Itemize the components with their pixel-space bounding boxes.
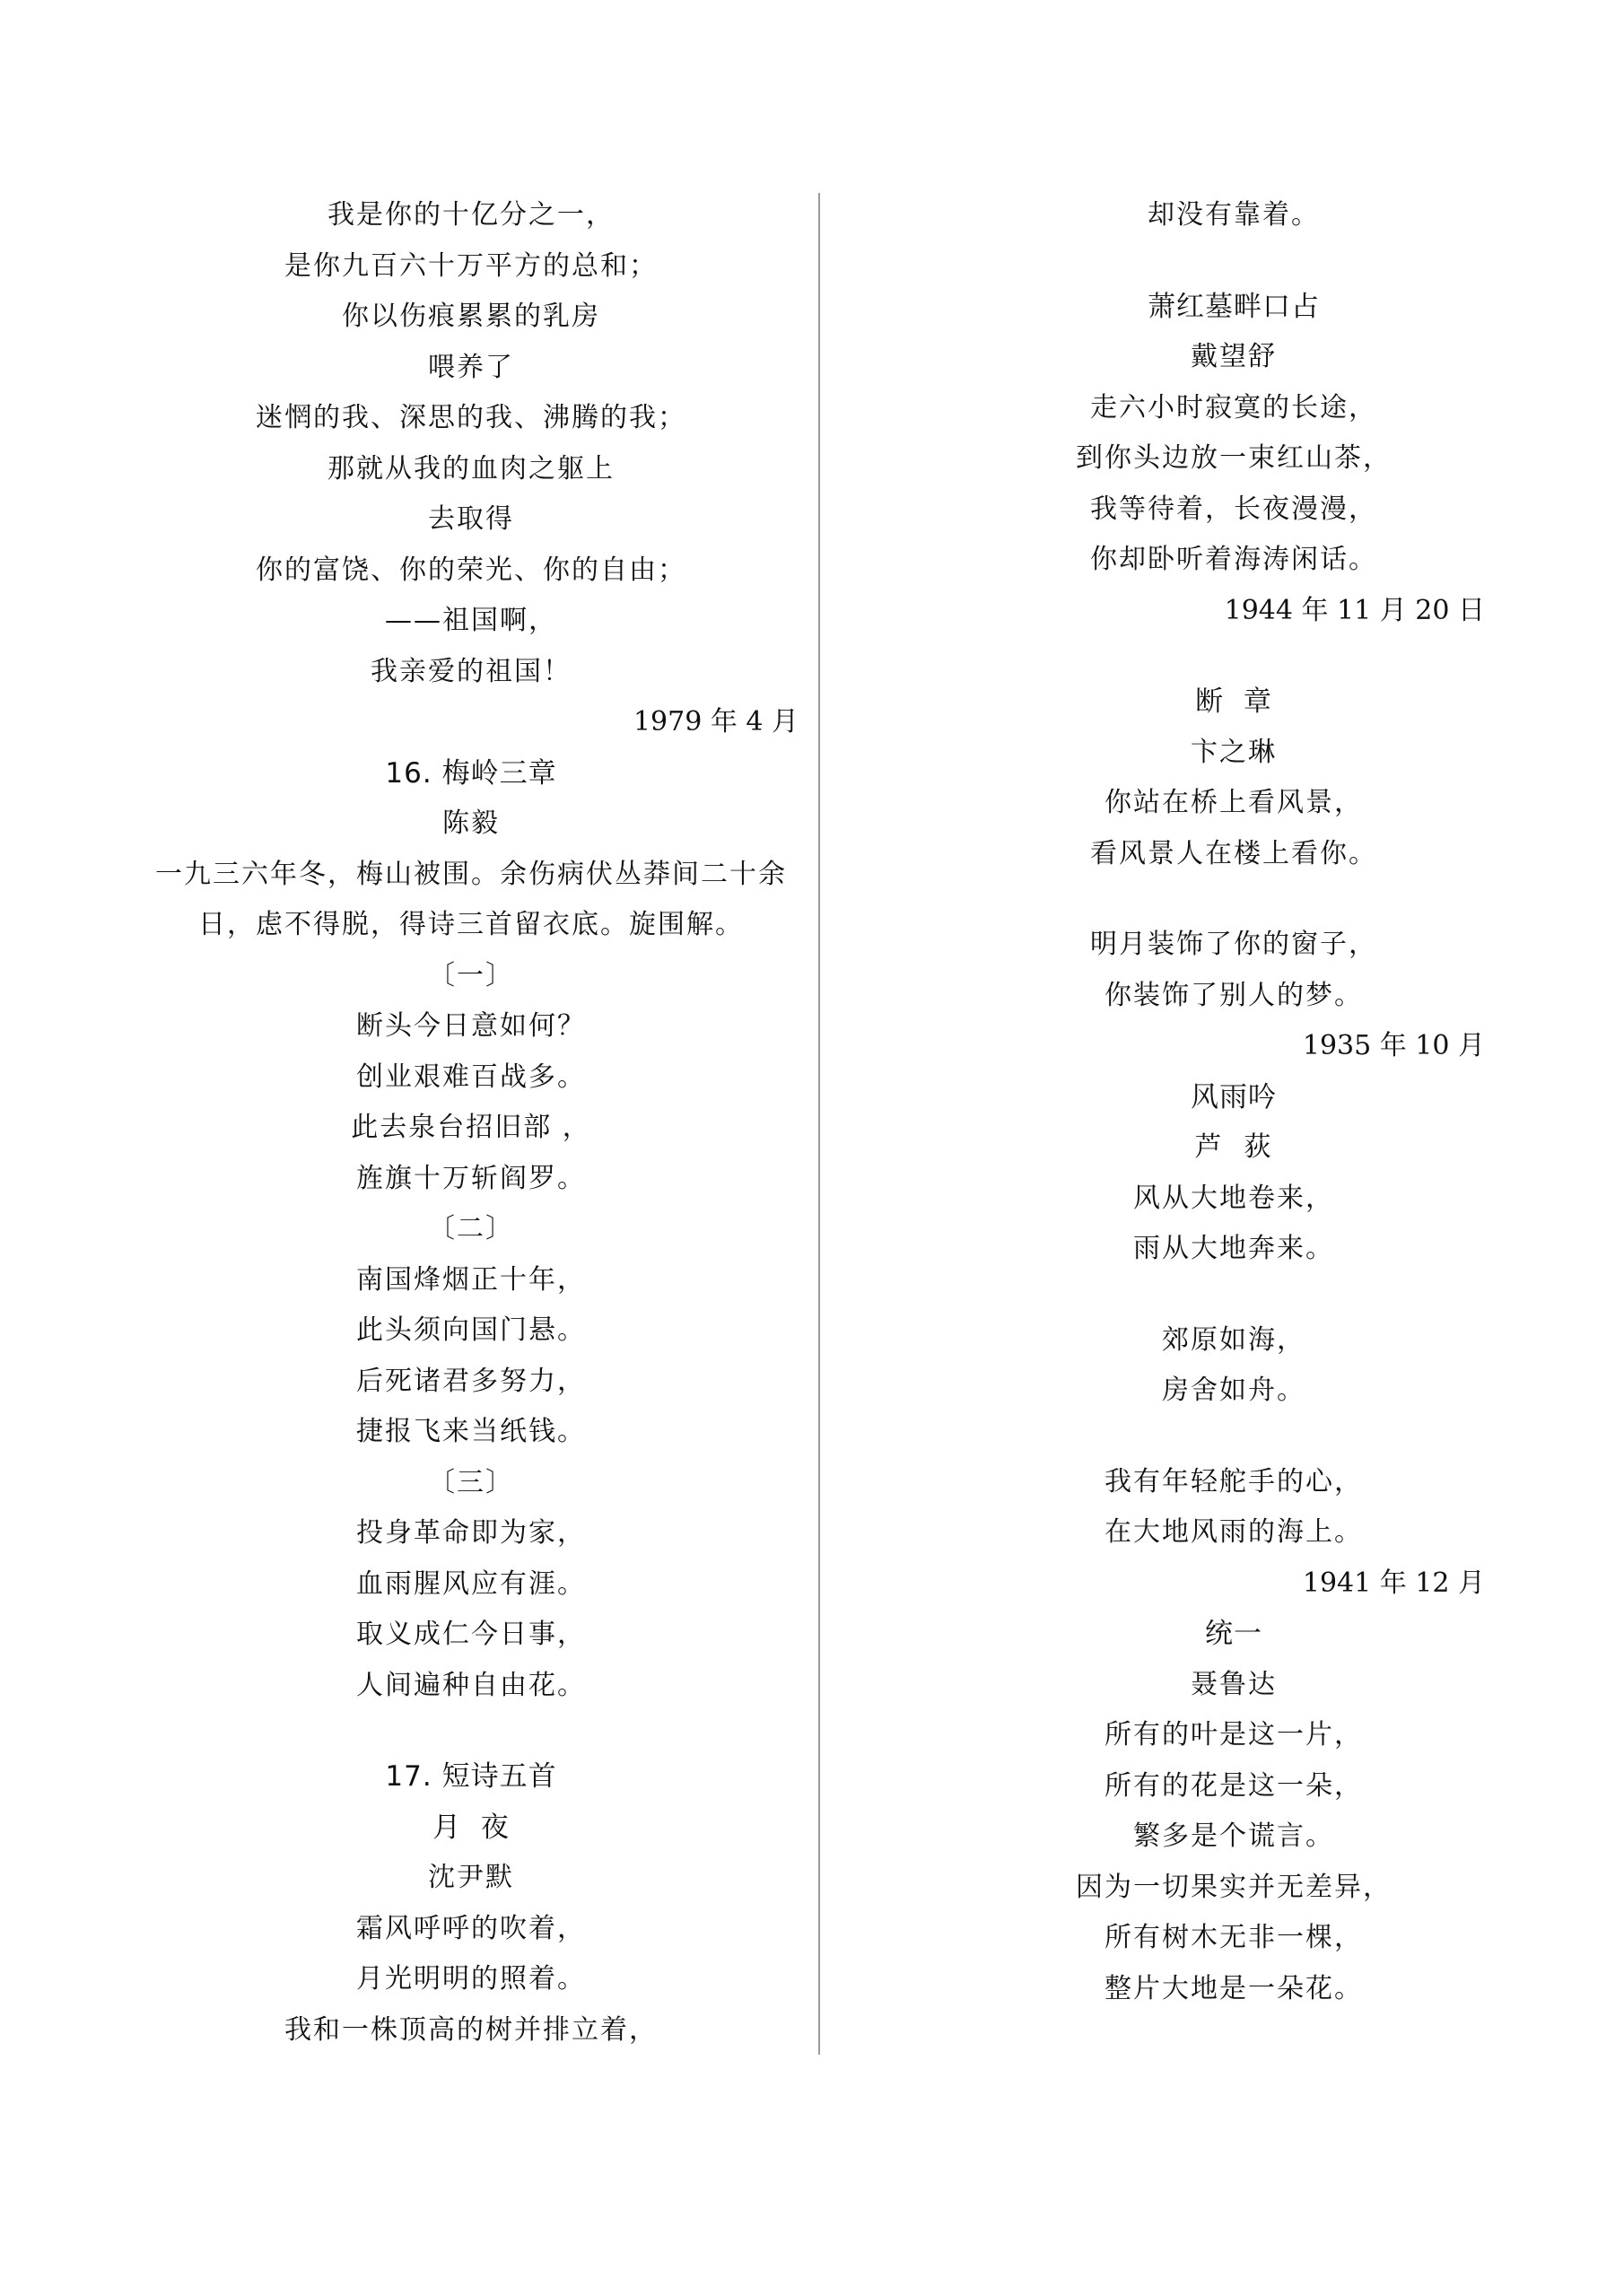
poem-line: 我等待着，长夜漫漫， (1090, 493, 1377, 525)
poem-author: 沈尹默 (428, 1862, 514, 1893)
poem-line: 在大地风雨的海上。 (1104, 1516, 1363, 1548)
poem-line: 创业艰难百战多。 (356, 1061, 586, 1093)
poem-line: 你的富饶、你的荣光、你的自由； (256, 554, 686, 586)
poem-line: 我亲爱的祖国！ (371, 655, 572, 687)
poem-line: 你站在桥上看风景， (1104, 787, 1363, 818)
poem-line: 此去泉台招旧部 ， (351, 1112, 591, 1143)
stanza-gap (982, 1275, 1485, 1315)
poem-line: 看风景人在楼上看你。 (1090, 837, 1377, 869)
poem-title: 风雨吟 (1191, 1080, 1277, 1113)
stanza-gap (982, 1417, 1485, 1457)
poem-author: 陈毅 (442, 808, 500, 839)
poem-date: 1935 年 10 月 (1302, 1030, 1485, 1061)
right-column (982, 190, 1485, 2014)
section-marker: 〔二〕 (428, 1213, 514, 1244)
poem-author: 卞之琳 (1191, 736, 1277, 768)
poem-line: 南国烽烟正十年， (356, 1263, 586, 1296)
poem-line: 房舍如舟。 (1162, 1375, 1305, 1406)
poem-line: 繁多是个谎言。 (1133, 1820, 1334, 1852)
poem-title: 断 章 (1195, 685, 1272, 718)
poem-author: 聂鲁达 (1191, 1668, 1277, 1700)
poem-line: 取义成仁今日事， (356, 1619, 586, 1650)
poem-line: 人间遍种自由花。 (356, 1669, 586, 1701)
section-marker: 〔一〕 (428, 959, 514, 991)
poem-line: 我是你的十亿分之一， (327, 199, 615, 231)
poem-line: 断头今日意如何？ (356, 1010, 586, 1042)
poem-author: 芦 荻 (1194, 1131, 1273, 1163)
poem-line: 所有的花是这一朵， (1104, 1769, 1363, 1802)
poem-line: 是你九百六十万平方的总和； (284, 249, 658, 282)
poem-line: 到你头边放一束红山茶， (1076, 442, 1392, 474)
stanza-gap (982, 636, 1485, 677)
poem-line: 你却卧听着海涛闲话。 (1090, 544, 1377, 575)
poem-line: 迷惘的我、深思的我、沸腾的我； (256, 402, 686, 433)
poem-line: 你装饰了别人的梦。 (1104, 979, 1363, 1011)
poem-line: 风从大地卷来， (1133, 1182, 1334, 1214)
poem-line: 喂养了 (428, 351, 514, 383)
poem-line: 那就从我的血肉之躯上 (327, 452, 615, 485)
poem-preface: 一九三六年冬，梅山被围。余伤病伏丛莽间二十余 (155, 858, 787, 890)
poem-line: 去取得 (428, 503, 514, 535)
poem-title: 16. 梅岭三章 (385, 756, 557, 790)
poem-line: 郊原如海， (1162, 1323, 1305, 1356)
poem-line: 因为一切果实并无差异， (1076, 1871, 1392, 1903)
poem-author: 戴望舒 (1191, 341, 1277, 372)
section-title: 17. 短诗五首 (385, 1760, 557, 1793)
poem-line: 血雨腥风应有涯。 (356, 1567, 586, 1600)
poem-title: 统一 (1205, 1618, 1262, 1650)
poem-line: 你以伤痕累累的乳房 (342, 301, 600, 332)
poem-line: 霜风呼呼的吹着， (356, 1912, 586, 1944)
poem-line: 捷报飞来当纸钱。 (356, 1416, 586, 1447)
poem-line: 旌旗十万斩阎罗。 (356, 1162, 586, 1194)
poem-line: 我有年轻舵手的心， (1104, 1465, 1363, 1497)
poem-date: 1941 年 12 月 (1302, 1567, 1485, 1599)
poem-preface: 日，虑不得脱，得诗三首留衣底。旋围解。 (198, 909, 744, 940)
poem-date: 1944 年 11 月 20 日 (1224, 594, 1485, 626)
section-marker: 〔三〕 (428, 1466, 514, 1498)
poem-line: 所有树木无非一棵， (1104, 1922, 1363, 1953)
poem-line: 月光明明的照着。 (356, 1963, 586, 1995)
stanza-gap (144, 1711, 799, 1751)
poem-line: 整片大地是一朵花。 (1104, 1972, 1363, 2004)
poem-line: 我和一株顶高的树并排立着， (284, 2013, 658, 2046)
poem-title: 月 夜 (432, 1811, 510, 1844)
poem-line: ——祖国啊， (385, 605, 557, 636)
poem-line: 此头须向国门悬。 (356, 1314, 586, 1346)
column-divider (818, 193, 820, 2055)
poem-line: 走六小时寂寞的长途， (1090, 391, 1377, 423)
poem-date: 1979 年 4 月 (633, 706, 799, 738)
left-column (144, 190, 799, 2056)
poem-line: 明月装饰了你的窗子， (1090, 929, 1377, 960)
poem-title: 萧红墓畔口占 (1148, 290, 1320, 323)
stanza-gap (982, 879, 1485, 920)
poem-line: 投身革命即为家， (356, 1517, 586, 1549)
stanza-gap (982, 241, 1485, 282)
poem-line: 所有的叶是这一片， (1104, 1719, 1363, 1750)
poem-line: 却没有靠着。 (1148, 199, 1320, 231)
poem-line: 后死诸君多努力， (356, 1365, 586, 1397)
poem-line: 雨从大地奔来。 (1133, 1233, 1334, 1264)
